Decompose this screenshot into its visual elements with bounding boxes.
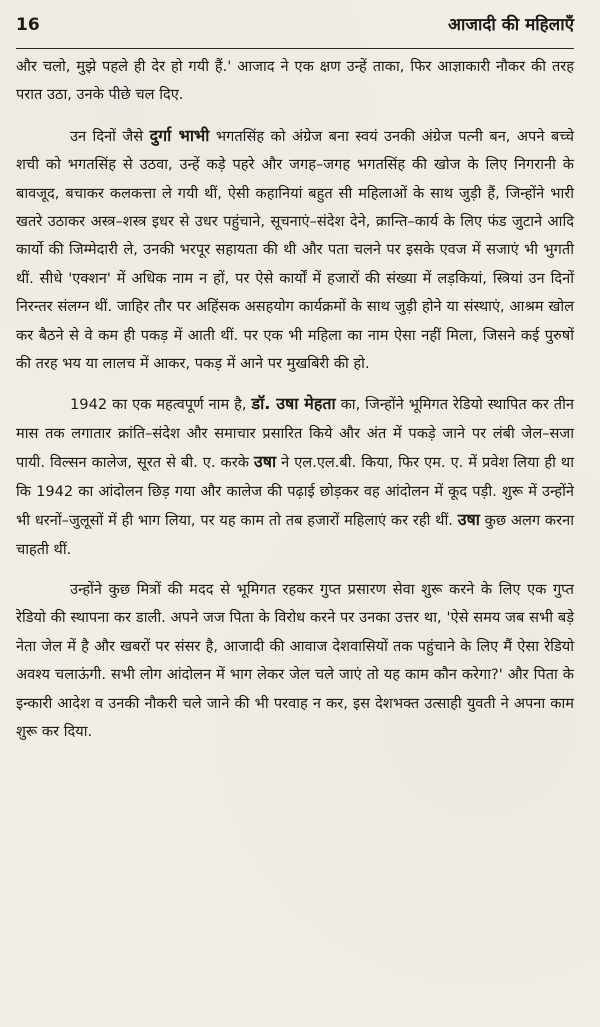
- running-title: आजादी की महिलाएँ: [447, 15, 574, 35]
- paragraph-3-text-2: का, जिन्होंने भूमिगत रेडियो स्थापित कर तीन मास तक लगातार क्रांति–संदेश और समाचार प्रसारित किये और अंत में पकड़े जाने पर लंबी जेल–सजा पायी. विल्सन कालेज, सूरत से बी. ए. करके: [16, 396, 574, 472]
- name-usha-mehta: डॉ. उषा मेहता: [251, 394, 336, 414]
- name-usha-1: उषा: [253, 452, 277, 472]
- paragraph-1: और चलो, मुझे पहले ही देर हो गयी हैं.' आजाद ने एक क्षण उन्हें ताका, फिर आज्ञाकारी नौकर की तरह परात उठा, उनके पीछे चल दिए.: [16, 58, 574, 104]
- paragraph-3-text-1: 1942 का एक महत्वपूर्ण नाम है,: [70, 396, 252, 414]
- paragraph-3-text-3: ने एल.एल.बी. किया, फिर एम. ए. में प्रवेश लिया ही था कि 1942 का आंदोलन छिड़ गया और कालेज की पढ़ाई छोड़कर वह आंदोलन में कूद पड़ी. शुरू में उन्होंने भी धरनों–जुलूसों में ही भाग लिया, पर यह काम तो तब हजारों महिलाएं कर रही थीं.: [16, 454, 574, 530]
- paragraph-2-text-1: उन दिनों जैसे: [70, 127, 150, 145]
- body-text: [16, 53, 574, 746]
- name-durga-bhabhi: दुर्गा भाभी: [149, 125, 210, 145]
- paragraph-3-text-4: कुछ अलग करना चाहती थीं.: [16, 512, 574, 558]
- page-header: [16, 12, 574, 49]
- paragraph-2-text-2: भगतसिंह को अंग्रेज बना स्वयं उनकी अंग्रेज पत्नी बन, अपने बच्चे शची को भगतसिंह से उठवा, उन्हें कड़े पहरे और जगह–जगह भगतसिंह की खोज के लिए निगरानी के बावजूद, बचाकर कलकत्ता ले गयी थीं, ऐसी कहानियां बहुत सी महिलाओं के साथ जुड़ी हैं, जिन्होंने भारी खतरे उठाकर अस्त्र–शस्त्र इधर से उधर पहुंचाने, सूचनाएं–संदेश देने, क्रान्ति–कार्य के लिए फंड जुटाने आदि कार्यो की जिम्मेदारी ले, उनकी भरपूर सहायता की थी और पता चलने पर इसके एवज में सजाएं भी भुगती थीं. सीधे 'एक्शन' में अधिक नाम न हों, पर ऐसे कार्यों में हजारों की संख्या में लड़कियां, स्त्रियां उन दिनों निरन्तर संलग्न थीं. जाहिर तौर पर अहिंसक असहयोग कार्यक्रमों के साथ जुड़ी होने या संस्थाएं, आश्रम खोल कर बैठने से वे कम ही पकड़ में आती थीं. पर एक भी महिला का नाम ऐसा नहीं मिला, जिसने कई पुरुषों की तरह भय या लालच में आकर, पकड़ में आने पर मुखबिरी की हो.: [16, 127, 574, 373]
- paragraph-2: [16, 122, 574, 379]
- name-usha-2: उषा: [457, 510, 480, 530]
- paragraph-3: [16, 390, 574, 563]
- paragraph-4: उन्होंने कुछ मित्रों की मदद से भूमिगत रहकर गुप्त प्रसारण सेवा शुरू करने के लिए एक गुप्त रेडियो की स्थापना कर डाली. अपने जज पिता के विरोध करने पर उनका उत्तर था, 'ऐसे समय जब सभी बड़े नेता जेल में है और खबरों पर संसर है, आजादी की आवाज देशवासियों तक पहुंचाने के लिए मैं ऐसा रेडियो अवश्य चलाऊंगी. सभी लोग आंदोलन में भाग लेकर जेल चले जाएं तो यह काम कौन करेगा?' और पिता के इन्कारी आदेश व उनकी नौकरी चले जाने की भी परवाह न कर, इस देशभक्त उत्साही युवती ने अपना काम शुरू कर दिया.: [16, 580, 574, 740]
- page-number: 16: [16, 15, 40, 35]
